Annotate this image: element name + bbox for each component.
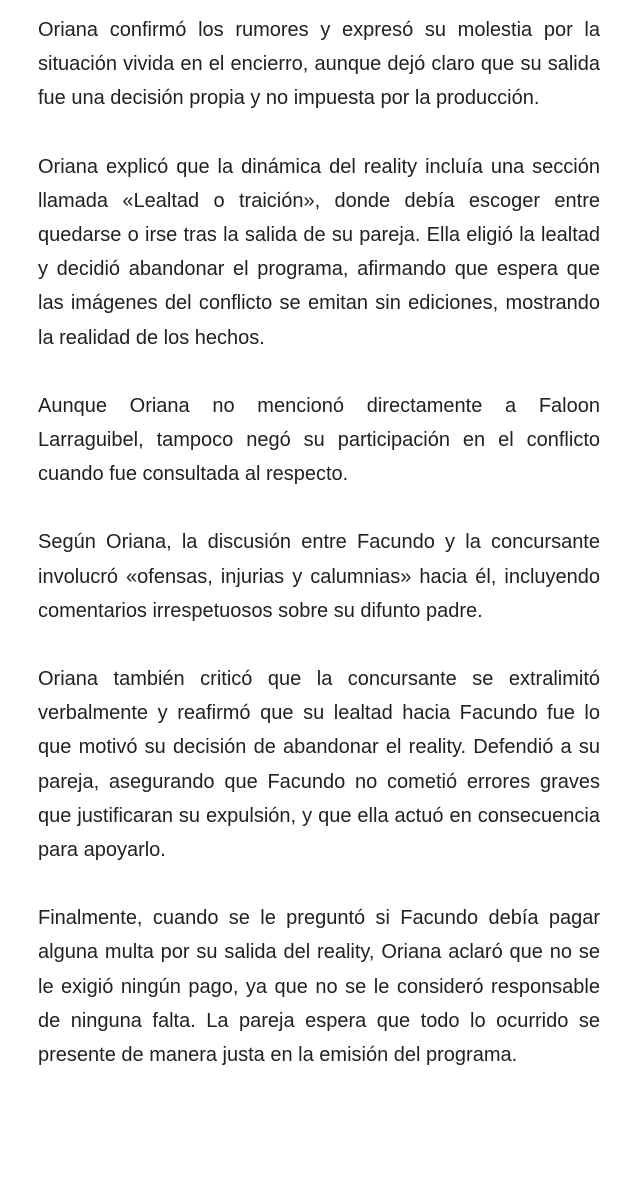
- article-paragraph: Según Oriana, la discusión entre Facundo y la concursante involucró «ofensas, injurias y calumnias» hacia él, incluyendo comentarios irrespetuosos sobre su difunto padre.: [38, 531, 600, 622]
- article-body: [38, 13, 600, 1072]
- article-paragraph: Oriana explicó que la dinámica del reality incluía una sección llamada «Lealtad o traición», donde debía escoger entre quedarse o irse tras la salida de su pareja. Ella eligió la lealtad y decidió abandonar el programa, afirmando que espera que las imágenes del conflicto se emitan sin ediciones, mostrando la realidad de los hechos.: [38, 155, 600, 349]
- article-paragraph: Oriana también criticó que la concursante se extralimitó verbalmente y reafirmó que su lealtad hacia Facundo fue lo que motivó su decisión de abandonar el reality. Defendió a su pareja, asegurando que Facundo no cometió errores graves que justificaran su expulsión, y que ella actuó en consecuencia para apoyarlo.: [38, 668, 600, 862]
- article-paragraph: Aunque Oriana no mencionó directamente a Faloon Larraguibel, tampoco negó su participación en el conflicto cuando fue consultada al respecto.: [38, 394, 600, 486]
- article-paragraph: Oriana confirmó los rumores y expresó su molestia por la situación vivida en el encierro, aunque dejó claro que su salida fue una decisión propia y no impuesta por la producción.: [38, 19, 600, 110]
- article-paragraph: Finalmente, cuando se le preguntó si Facundo debía pagar alguna multa por su salida del reality, Oriana aclaró que no se le exigió ningún pago, ya que no se le consideró responsable de ninguna falta. La pareja espera que todo lo ocurrido se presente de manera justa en la emisión del programa.: [38, 907, 600, 1067]
